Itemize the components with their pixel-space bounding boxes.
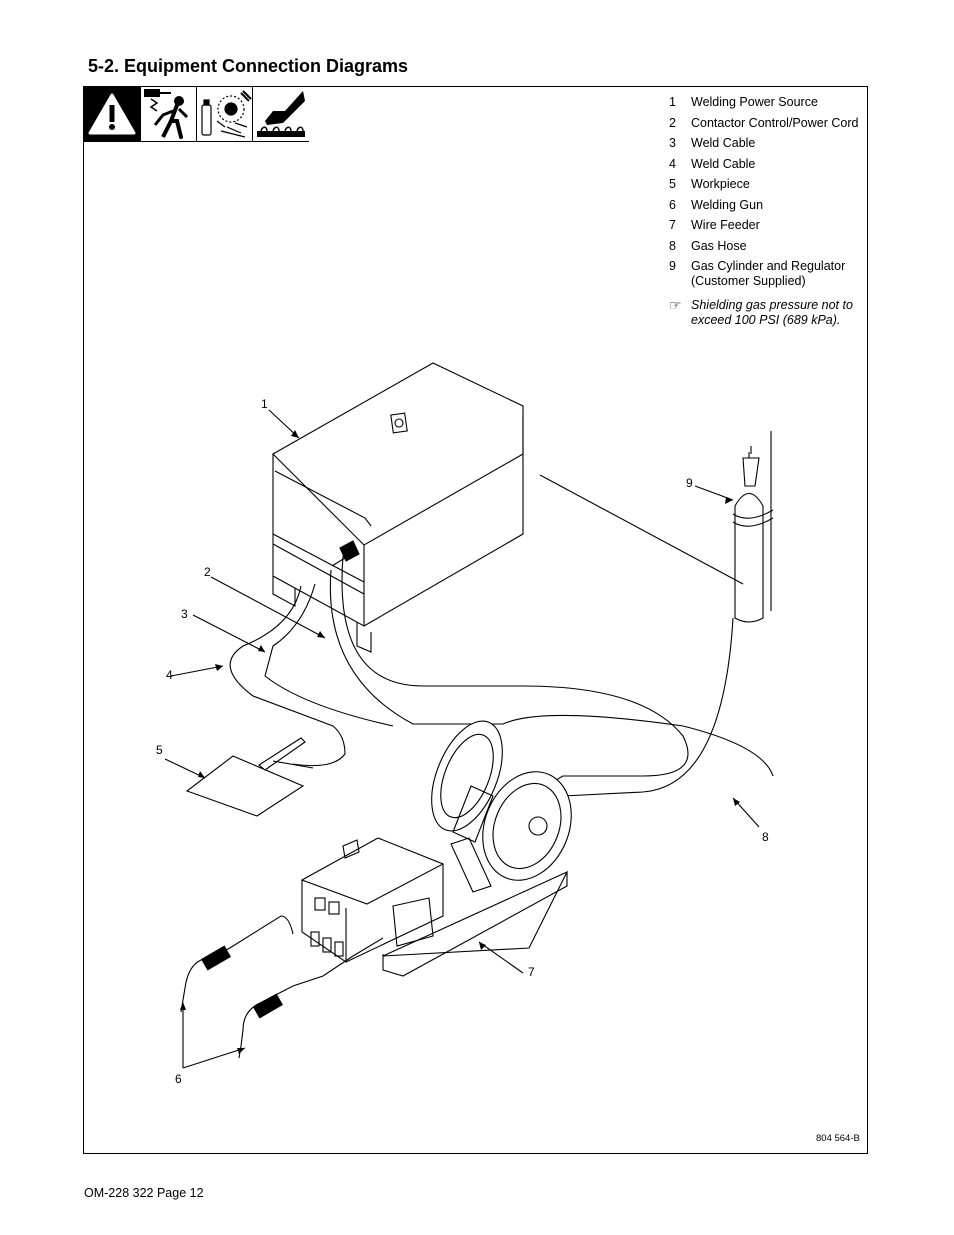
gas-cylinder [733, 431, 773, 622]
connection-diagram [83, 86, 868, 1154]
legend-number: 2 [669, 115, 676, 130]
section-title: 5-2. Equipment Connection Diagrams [88, 56, 409, 76]
page-footer: OM-228 322 Page 12 [84, 1186, 204, 1200]
callout-6: 6 [175, 1072, 182, 1086]
legend-number: 4 [669, 156, 676, 171]
welding-guns [181, 916, 383, 1058]
legend-number: 6 [669, 197, 676, 212]
drawing-number: 804 564-B [816, 1133, 860, 1144]
legend-label: Gas Hose [691, 238, 747, 253]
welding-power-source [273, 363, 523, 652]
legend-label: Welding Gun [691, 197, 764, 212]
legend-label: Weld Cable [691, 156, 756, 171]
legend-number: 3 [669, 136, 676, 150]
note-hand-icon: ☞ [669, 297, 682, 313]
legend-label: Welding Power Source [691, 95, 818, 109]
callout-4: 4 [166, 668, 173, 682]
legend-number: 7 [669, 218, 676, 232]
callout-1: 1 [261, 397, 268, 411]
callout-7: 7 [528, 965, 535, 979]
workpiece [187, 738, 313, 816]
legend-label: Gas Cylinder and Regulator (Customer Supplied) [691, 259, 846, 288]
callout-9: 9 [686, 476, 693, 490]
note-text: Shielding gas pressure not to exceed 100 PSI (689 kPa). [691, 298, 853, 327]
legend-label: Wire Feeder [691, 218, 760, 232]
legend-number: 1 [669, 95, 676, 109]
callout-8: 8 [762, 830, 769, 844]
legend-number: 5 [669, 177, 676, 191]
callout-5: 5 [156, 743, 163, 757]
legend-label: Weld Cable [691, 136, 756, 150]
legend-label: Workpiece [691, 177, 750, 191]
legend-label: Contactor Control/Power Cord [691, 115, 859, 130]
legend-number: 8 [669, 238, 676, 253]
callout-3: 3 [181, 607, 188, 621]
legend-number: 9 [669, 259, 676, 273]
callout-2: 2 [204, 565, 211, 579]
